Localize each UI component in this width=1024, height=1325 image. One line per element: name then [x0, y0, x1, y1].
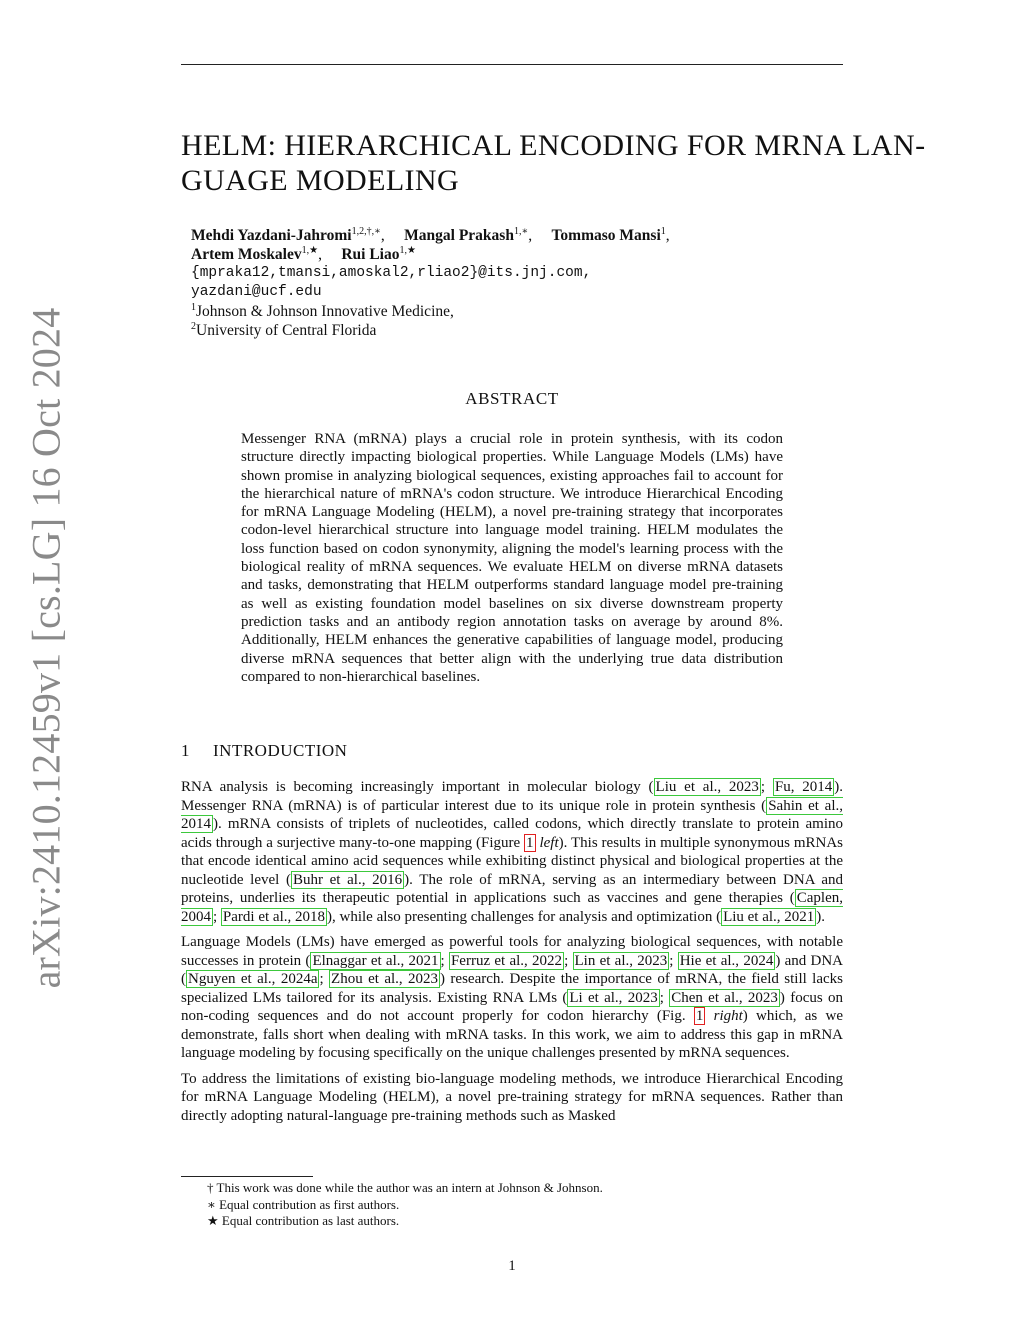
- paragraph-2: [181, 933, 843, 1063]
- text-run: ), while also presenting challenges for analysis and optimization (: [327, 908, 722, 925]
- affiliation-mark: 2: [191, 321, 196, 332]
- footnote-1: † This work was done while the author was an intern at Johnson & Johnson.: [207, 1180, 603, 1195]
- author-email-2: yazdani@ucf.edu: [191, 284, 322, 300]
- citation-link[interactable]: Liu et al., 2023: [655, 779, 759, 795]
- citation-link[interactable]: Lin et al., 2023: [574, 952, 668, 969]
- affiliation-mark: 1: [191, 302, 196, 313]
- text-run: ;: [213, 908, 221, 925]
- author-affiliation-mark: 1,2,†,∗: [351, 226, 381, 237]
- text-run-italic: right: [705, 1008, 743, 1024]
- author-name: Mehdi Yazdani-Jahromi: [191, 227, 352, 244]
- author-block: [191, 226, 831, 340]
- citation-link[interactable]: Zhou et al., 2023: [331, 971, 439, 987]
- footnotes: [207, 1180, 837, 1230]
- title-line-2: GUAGE MODELING: [181, 164, 460, 197]
- text-run: ).: [816, 908, 826, 925]
- section-title: INTRODUCTION: [213, 741, 348, 760]
- page-number: 1: [508, 1258, 516, 1274]
- affiliation-2: [191, 321, 831, 340]
- top-rule: [181, 64, 843, 65]
- affiliation-1: [191, 302, 831, 321]
- citation-link[interactable]: Liu et al., 2021: [723, 908, 815, 925]
- author-emails: {mpraka12,tmansi,amoskal2,rliao2}@its.jnj.com,: [191, 265, 592, 281]
- affiliation-text: University of Central Florida: [196, 322, 377, 339]
- text-run: ;: [760, 779, 773, 795]
- author-affiliation-mark: 1,★: [399, 245, 416, 256]
- author-line-2: Artem Moskalev$^{1,★}$, Rui Liao$^{1,★}$: [191, 245, 416, 263]
- text-run: ). This results in multiple synonymous mRNAs that encode identical amino acid sequences while exhibiting distinct physical and biological properties at the nucleotide level (: [181, 834, 843, 888]
- arxiv-identifier: arXiv:2410.12459v1 [cs.LG] 16 Oct 2024: [23, 307, 69, 989]
- citation-link[interactable]: Buhr et al., 2016: [292, 871, 403, 888]
- text-run: ;: [659, 989, 670, 1006]
- text-run: Language Models (LMs) have emerged as powerful tools for analyzing biological sequences, with notable successes in protein (: [181, 934, 843, 969]
- text-run: ). Messenger RNA (mRNA) is of particular interest due to its unique role in protein synthesis (: [181, 779, 844, 814]
- footnote-2: ∗ Equal contribution as first authors.: [207, 1196, 400, 1212]
- text-run-italic: left: [535, 834, 559, 851]
- citation-link[interactable]: Sahin et al., 2014: [181, 797, 843, 832]
- paragraph-1: [181, 778, 843, 926]
- author-name: Rui Liao: [341, 246, 400, 263]
- figure-ref-link[interactable]: 1: [526, 834, 534, 851]
- paper-title: [181, 128, 926, 198]
- text-run: ). mRNA consists of triplets of nucleotides, called codons, which directly translate to protein amino acids through a surjective many-to-one mapping (Figure: [181, 816, 843, 851]
- text-run: ;: [319, 971, 330, 987]
- citation-link[interactable]: Elnaggar et al., 2021: [312, 952, 439, 969]
- author-line-1: Mehdi Yazdani-Jahromi$^{1,2,\dagger,∗}$, Mangal Prakash$^{1,∗}$, Tommaso Mansi$^1$,: [191, 226, 670, 244]
- title-line-1: HELM: HIERARCHICAL ENCODING FOR MRNA LAN-: [181, 129, 926, 162]
- author-affiliation-mark: 1,★: [301, 245, 319, 256]
- author-name: Mangal Prakash: [404, 227, 514, 244]
- author-affiliation-mark: 1: [660, 226, 666, 237]
- citation-link[interactable]: Hie et al., 2024: [679, 952, 774, 969]
- citation-link[interactable]: Caplen, 2004: [181, 890, 843, 925]
- citation-link[interactable]: Li et al., 2023: [569, 989, 658, 1006]
- citation-link[interactable]: Fu, 2014: [774, 779, 833, 795]
- text-run: ;: [440, 952, 449, 969]
- text-run: ) focus on non-coding sequences and do not account properly for codon hierarchy (Fig.: [181, 989, 843, 1024]
- text-run: ). The role of mRNA, serving as an intermediary between DNA and proteins, underlies its therapeutic potential in applications such as vaccines and gene therapies (: [181, 871, 843, 906]
- author-name: Tommaso Mansi: [551, 227, 661, 244]
- author-affiliation-mark: 1,∗: [513, 226, 529, 237]
- abstract-heading: ABSTRACT: [465, 389, 559, 408]
- citation-link[interactable]: Chen et al., 2023: [671, 989, 778, 1006]
- text-run: RNA analysis is becoming increasingly important in molecular biology (: [181, 779, 654, 795]
- section-number: 1: [181, 741, 190, 760]
- section-heading: [181, 741, 843, 761]
- abstract-text: Messenger RNA (mRNA) plays a crucial role in protein synthesis, with its codon structure directly impacting biological properties. While Language Models (LMs) have shown promise in analyzing biological sequences, existing approaches fail to account for the hierarchical nature of mRNA's codon structure. We introduce Hierarchical Encoding for mRNA Language Modeling (HELM), a novel pre-training strategy that incorporates codon-level hierarchical structure into language model training. HELM modulates the loss function based on codon synonymity, aligning the model's learning process with the biological reality of mRNA sequences. We evaluate HELM on diverse mRNA datasets and tasks, demonstrating that HELM outperforms standard language model pre-training as well as existing foundation model baselines on six diverse downstream property prediction tasks and an antibody region annotation tasks on average by around 8%. Additionally, HELM enhances the generative capabilities of language model, producing diverse mRNA sequences that better align with the underlying true data distribution compared to non-hierarchical baselines.: [241, 431, 783, 685]
- footnote-3: ★ Equal contribution as last authors.: [207, 1213, 400, 1228]
- text-run: ) research. Despite the importance of mRNA, the field still lacks specialized LMs tailored for its analysis. Existing RNA LMs (: [181, 971, 843, 1006]
- paragraph-3: To address the limitations of existing bio-language modeling methods, we introduce Hierarchical Encoding for mRNA Language Modeling (HELM), a novel pre-training strategy for mRNA sequences. Rather than directly adopting natural-language pre-training methods such as Masked: [181, 1070, 843, 1124]
- section-body: [181, 778, 843, 1132]
- affiliation-text: Johnson & Johnson Innovative Medicine,: [196, 303, 454, 320]
- author-name: Artem Moskalev: [191, 246, 302, 263]
- citation-link[interactable]: Ferruz et al., 2022: [450, 952, 563, 969]
- text-run: ;: [564, 952, 573, 969]
- text-run: ;: [669, 952, 678, 969]
- footnote-rule: [181, 1176, 313, 1177]
- citation-link[interactable]: Nguyen et al., 2024a: [188, 971, 318, 987]
- text-run: ) and DNA (: [181, 952, 844, 987]
- figure-ref-link[interactable]: 1: [695, 1008, 704, 1024]
- citation-link[interactable]: Pardi et al., 2018: [222, 908, 325, 925]
- text-run: ) which, as we demonstrate, falls short when dealing with mRNA tasks. In this work, we aim to address this gap in mRNA language modeling by focusing specifically on the unique challenges presented by mRNA sequences.: [181, 1008, 843, 1061]
